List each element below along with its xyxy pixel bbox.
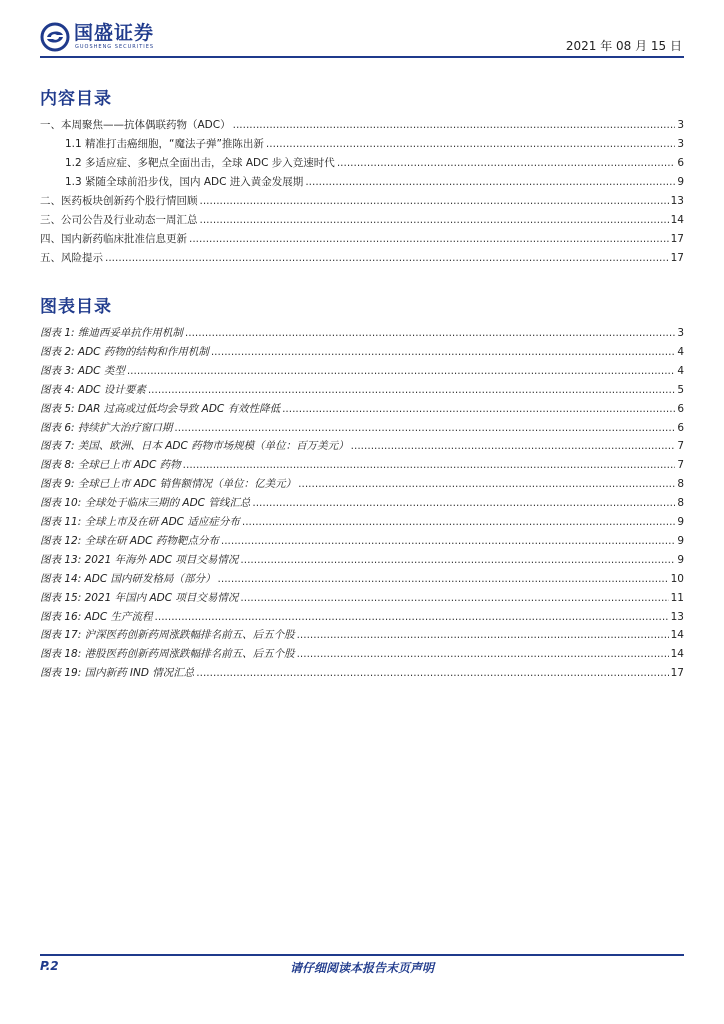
figure-entry[interactable]	[40, 627, 684, 645]
entry-label: 二、医药板块创新药个股行情回顾	[40, 195, 198, 207]
entry-label: 图表 15: 2021 年国内 ADC 项目交易情况	[40, 591, 239, 604]
entry-page-number: 13	[670, 195, 684, 207]
figure-entry[interactable]	[40, 514, 684, 532]
entry-page-number: 14	[670, 648, 684, 661]
entry-label: 图表 8: 全球已上市 ADC 药物	[40, 459, 181, 472]
figure-entry[interactable]	[40, 325, 684, 343]
entry-page-number: 14	[670, 629, 684, 642]
figure-entry[interactable]	[40, 665, 684, 683]
entry-label: 图表 2: ADC 药物的结构和作用机制	[40, 345, 209, 358]
toc-entry[interactable]	[65, 136, 684, 154]
entry-page-number: 14	[670, 214, 684, 226]
entry-label: 图表 13: 2021 年海外 ADC 项目交易情况	[40, 553, 239, 566]
dot-leader	[351, 440, 676, 452]
entry-label: 图表 19: 国内新药 IND 情况汇总	[40, 667, 195, 680]
entry-label: 图表 4: ADC 设计要素	[40, 383, 146, 396]
entry-label: 1.1 精准打击癌细胞，“魔法子弹”推陈出新	[65, 138, 264, 150]
entry-page-number: 4	[677, 364, 684, 377]
entry-page-number: 9	[677, 176, 684, 188]
figure-entry[interactable]	[40, 344, 684, 362]
entry-page-number: 7	[677, 440, 684, 453]
figure-entry[interactable]	[40, 495, 684, 513]
entry-label: 图表 11: 全球上市及在研 ADC 适应症分布	[40, 516, 240, 528]
toc-entry[interactable]	[65, 155, 684, 173]
dot-leader	[282, 403, 675, 415]
entry-page-number: 6	[677, 421, 684, 434]
entry-label: 1.2 多适应症、多靶点全面出击，全球 ADC 步入竞速时代	[65, 157, 335, 169]
footer-divider	[40, 954, 684, 956]
dot-leader	[297, 629, 669, 641]
dot-leader	[127, 365, 675, 377]
dot-leader	[211, 346, 675, 358]
guosheng-logo-icon	[40, 22, 70, 52]
figure-entry[interactable]	[40, 533, 684, 551]
figure-entry[interactable]	[40, 476, 684, 494]
company-logo	[40, 22, 200, 52]
dot-leader	[305, 176, 675, 188]
entry-label: 图表 10: 全球处于临床三期的 ADC 管线汇总	[40, 497, 251, 510]
entry-label: 图表 9: 全球已上市 ADC 销售额情况（单位：亿美元）	[40, 478, 297, 491]
entry-label: 四、国内新药临床批准信息更新	[40, 233, 187, 245]
entry-page-number: 17	[670, 252, 684, 264]
entry-page-number: 17	[670, 233, 684, 245]
page-number: P.2	[40, 959, 59, 973]
entry-page-number: 17	[670, 667, 684, 680]
report-date: 2021 年 08 月 15 日	[565, 39, 682, 53]
figure-entry[interactable]	[40, 438, 684, 456]
figure-entry[interactable]	[40, 646, 684, 664]
logo-text-en: GUOSHENG SECURITIES	[75, 44, 155, 50]
dot-leader	[221, 535, 675, 547]
entry-page-number: 6	[677, 402, 684, 415]
dot-leader	[298, 478, 675, 490]
header-divider	[40, 56, 684, 58]
figure-entry[interactable]	[40, 420, 684, 438]
toc-entry[interactable]	[40, 212, 684, 230]
dot-leader	[242, 516, 675, 528]
dot-leader	[233, 119, 676, 131]
entry-page-number: 9	[677, 553, 684, 566]
dot-leader	[174, 422, 675, 434]
figure-entry[interactable]	[40, 571, 684, 589]
entry-label: 图表 5: DAR 过高或过低均会导致 ADC 有效性降低	[40, 402, 281, 415]
entry-label: 三、公司公告及行业动态一周汇总	[40, 214, 198, 226]
toc-entry[interactable]	[65, 174, 684, 192]
entry-page-number: 8	[677, 497, 684, 510]
entry-page-number: 3	[677, 327, 684, 339]
figure-entry[interactable]	[40, 609, 684, 627]
entry-page-number: 9	[677, 516, 684, 528]
toc-entry[interactable]	[40, 250, 684, 268]
dot-leader	[105, 252, 669, 264]
dot-leader	[185, 327, 675, 339]
dot-leader	[200, 195, 669, 207]
page-header	[40, 20, 684, 54]
entry-label: 图表 18: 港股医药创新药周涨跌幅排名前五、后五个股	[40, 648, 295, 661]
dot-leader	[240, 592, 668, 604]
entry-page-number: 7	[677, 459, 684, 472]
dot-leader	[183, 459, 676, 471]
entry-page-number: 8	[677, 478, 684, 491]
dot-leader	[196, 667, 668, 679]
dot-leader	[252, 497, 675, 509]
entry-label: 1.3 紧随全球前沿步伐，国内 ADC 进入黄金发展期	[65, 176, 304, 188]
entry-page-number: 11	[670, 591, 684, 604]
entry-label: 图表 7: 美国、欧洲、日本 ADC 药物市场规模（单位：百万美元）	[40, 440, 349, 453]
entry-page-number: 3	[677, 119, 684, 131]
figure-entry[interactable]	[40, 552, 684, 570]
dot-leader	[218, 573, 669, 585]
entry-page-number: 10	[670, 572, 684, 585]
dot-leader	[297, 648, 669, 660]
entry-page-number: 5	[677, 383, 684, 396]
entry-label: 一、本周聚焦——抗体偶联药物（ADC）	[40, 119, 231, 131]
dot-leader	[155, 611, 669, 623]
entry-label: 图表 17: 沪深医药创新药周涨跌幅排名前五、后五个股	[40, 629, 295, 642]
toc-entry[interactable]	[40, 231, 684, 249]
toc-entry[interactable]	[40, 117, 684, 135]
dot-leader	[337, 157, 676, 169]
figure-entry[interactable]	[40, 590, 684, 608]
entry-label: 五、风险提示	[40, 252, 103, 264]
figure-entry[interactable]	[40, 363, 684, 381]
logo-text-cn: 国盛证券	[74, 22, 155, 44]
dot-leader	[148, 384, 675, 396]
dot-leader	[200, 214, 669, 226]
toc-title: 内容目录	[40, 89, 112, 109]
entry-label: 图表 14: ADC 国内研发格局（部分）	[40, 572, 216, 585]
dot-leader	[266, 138, 675, 150]
entry-page-number: 4	[677, 345, 684, 358]
entry-label: 图表 1: 维迪西妥单抗作用机制	[40, 327, 183, 339]
figures-title: 图表目录	[40, 297, 112, 317]
figure-entry[interactable]	[40, 382, 684, 400]
entry-page-number: 13	[670, 610, 684, 623]
entry-page-number: 9	[677, 534, 684, 547]
dot-leader	[189, 233, 669, 245]
entry-label: 图表 3: ADC 类型	[40, 364, 125, 377]
entry-label: 图表 16: ADC 生产流程	[40, 610, 153, 623]
dot-leader	[240, 554, 675, 566]
toc-entry[interactable]	[40, 193, 684, 211]
entry-label: 图表 6: 持续扩大治疗窗口期	[40, 421, 173, 434]
entry-page-number: 6	[677, 157, 684, 169]
figure-entry[interactable]	[40, 401, 684, 419]
entry-label: 图表 12: 全球在研 ADC 药物靶点分布	[40, 534, 219, 547]
figure-entry[interactable]	[40, 457, 684, 475]
footer-disclaimer: 请仔细阅读本报告末页声明	[289, 961, 434, 975]
entry-page-number: 3	[677, 138, 684, 150]
